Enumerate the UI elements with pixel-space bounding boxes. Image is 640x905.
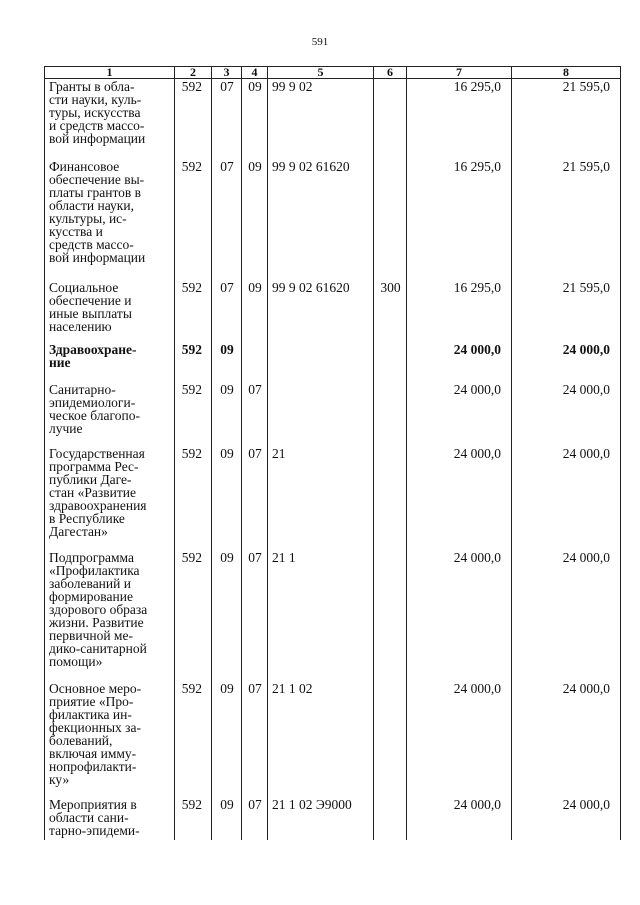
code-expense-type-cell (374, 160, 407, 281)
row-name-cell: Мероприятия в области сани- тарно-эпидеми- (45, 798, 175, 840)
amount-year1-cell: 16 295,0 (407, 79, 512, 161)
table-row (45, 798, 621, 840)
row-name-cell: Социальное обеспечение и иные выплаты населению (45, 281, 175, 343)
table-row (45, 281, 621, 343)
row-name-cell: Государственная программа Рес- публики Даге- стан «Развитие здравоохранения в Республике Дагестан» (45, 447, 175, 551)
table-row (45, 447, 621, 551)
amount-year2-cell: 21 595,0 (512, 79, 621, 161)
column-header: 4 (242, 67, 268, 79)
column-header: 7 (407, 67, 512, 79)
code-subsection-cell: 07 (242, 551, 268, 682)
table-row (45, 383, 621, 447)
code-expense-type-cell (374, 682, 407, 798)
code-ministry-cell: 592 (175, 682, 212, 798)
code-ministry-cell: 592 (175, 79, 212, 161)
code-ministry-cell: 592 (175, 160, 212, 281)
code-subsection-cell: 07 (242, 798, 268, 840)
table-header-row (45, 67, 621, 79)
code-expense-type-cell (374, 79, 407, 161)
code-subsection-cell: 09 (242, 79, 268, 161)
code-subsection-cell: 09 (242, 160, 268, 281)
amount-year1-cell: 24 000,0 (407, 383, 512, 447)
code-subsection-cell: 07 (242, 447, 268, 551)
amount-year2-cell: 21 595,0 (512, 281, 621, 343)
code-section-cell: 07 (212, 79, 242, 161)
column-header: 3 (212, 67, 242, 79)
column-header: 6 (374, 67, 407, 79)
code-section-cell: 09 (212, 383, 242, 447)
code-ministry-cell: 592 (175, 447, 212, 551)
column-header: 1 (45, 67, 175, 79)
code-section-cell: 09 (212, 798, 242, 840)
code-expense-type-cell (374, 798, 407, 840)
code-target-article-cell (268, 343, 374, 383)
budget-table (44, 66, 621, 840)
code-ministry-cell: 592 (175, 798, 212, 840)
column-header: 2 (175, 67, 212, 79)
code-section-cell: 09 (212, 447, 242, 551)
amount-year2-cell: 24 000,0 (512, 798, 621, 840)
amount-year2-cell: 24 000,0 (512, 551, 621, 682)
row-name-cell: Гранты в обла- сти науки, куль- туры, искусства и средств массо- вой информации (45, 79, 175, 161)
column-header: 8 (512, 67, 621, 79)
code-target-article-cell: 99 9 02 61620 (268, 281, 374, 343)
column-header: 5 (268, 67, 374, 79)
code-target-article-cell (268, 383, 374, 447)
amount-year2-cell: 24 000,0 (512, 682, 621, 798)
amount-year1-cell: 24 000,0 (407, 447, 512, 551)
row-name-cell: Основное меро- приятие «Про- филактика ин- фекционных за- болеваний, включая имму- нопрофилакти- ку» (45, 682, 175, 798)
code-target-article-cell: 99 9 02 61620 (268, 160, 374, 281)
code-section-cell: 09 (212, 343, 242, 383)
amount-year1-cell: 16 295,0 (407, 160, 512, 281)
row-name-cell: Финансовое обеспечение вы- платы грантов в области науки, культуры, ис- кусства и средств массо- вой информации (45, 160, 175, 281)
code-subsection-cell: 09 (242, 281, 268, 343)
code-target-article-cell: 21 1 02 Э9000 (268, 798, 374, 840)
code-expense-type-cell (374, 551, 407, 682)
amount-year1-cell: 24 000,0 (407, 798, 512, 840)
amount-year1-cell: 24 000,0 (407, 551, 512, 682)
code-section-cell: 09 (212, 682, 242, 798)
table-row (45, 160, 621, 281)
table-row (45, 79, 621, 161)
code-expense-type-cell: 300 (374, 281, 407, 343)
code-subsection-cell: 07 (242, 383, 268, 447)
code-subsection-cell: 07 (242, 682, 268, 798)
code-target-article-cell: 99 9 02 (268, 79, 374, 161)
amount-year1-cell: 24 000,0 (407, 343, 512, 383)
amount-year2-cell: 21 595,0 (512, 160, 621, 281)
amount-year1-cell: 16 295,0 (407, 281, 512, 343)
code-target-article-cell: 21 1 (268, 551, 374, 682)
code-target-article-cell: 21 1 02 (268, 682, 374, 798)
code-ministry-cell: 592 (175, 551, 212, 682)
row-name-cell: Подпрограмма «Профилактика заболеваний и формирование здорового образа жизни. Развитие первичной ме- дико-санитарной помощи» (45, 551, 175, 682)
table-row (45, 682, 621, 798)
code-subsection-cell (242, 343, 268, 383)
amount-year1-cell: 24 000,0 (407, 682, 512, 798)
code-section-cell: 07 (212, 160, 242, 281)
row-name-cell: Санитарно- эпидемиологи- ческое благопо- лучие (45, 383, 175, 447)
table-row (45, 343, 621, 383)
code-section-cell: 09 (212, 551, 242, 682)
code-expense-type-cell (374, 447, 407, 551)
code-section-cell: 07 (212, 281, 242, 343)
code-ministry-cell: 592 (175, 281, 212, 343)
code-expense-type-cell (374, 383, 407, 447)
code-ministry-cell: 592 (175, 383, 212, 447)
code-ministry-cell: 592 (175, 343, 212, 383)
table-row (45, 551, 621, 682)
code-target-article-cell: 21 (268, 447, 374, 551)
page-number: 591 (311, 36, 329, 48)
amount-year2-cell: 24 000,0 (512, 343, 621, 383)
row-name-cell: Здравоохране- ние (45, 343, 175, 383)
code-expense-type-cell (374, 343, 407, 383)
amount-year2-cell: 24 000,0 (512, 383, 621, 447)
amount-year2-cell: 24 000,0 (512, 447, 621, 551)
